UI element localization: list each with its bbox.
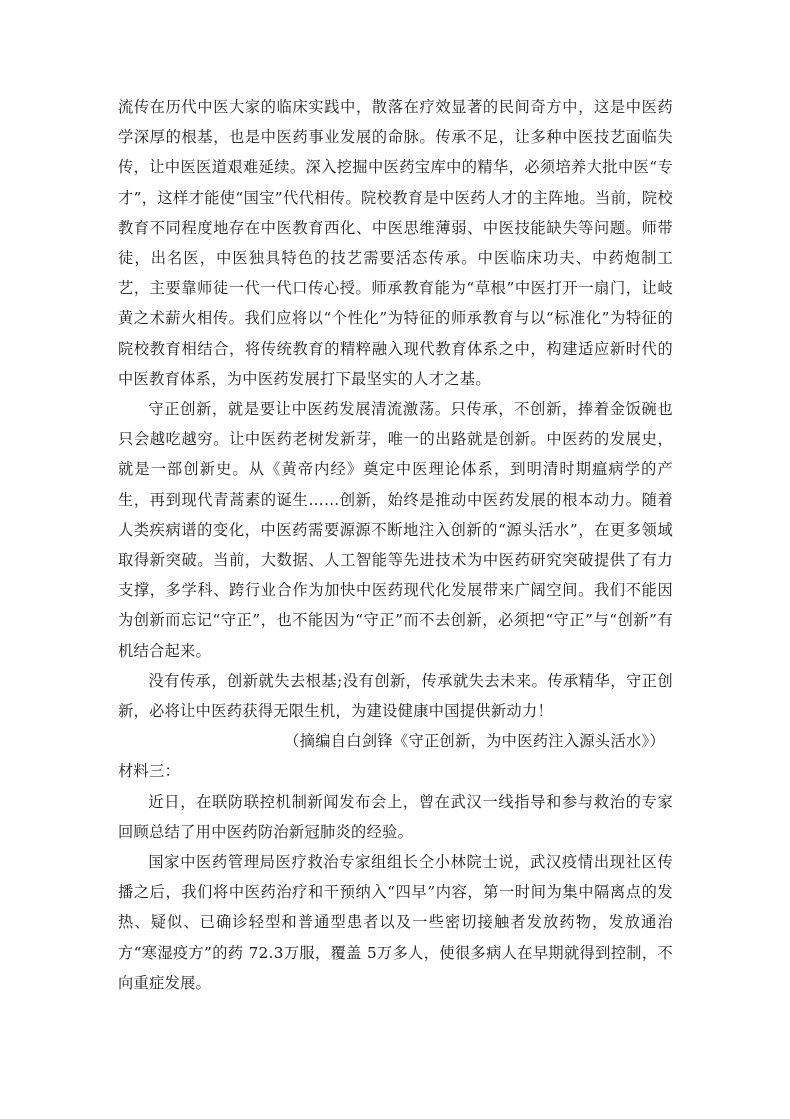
section-heading-material-three: 材料三： [118,762,181,781]
paragraph-innovation: 守正创新，就是要让中医药发展清流激荡。只传承，不创新，捧着金饭碗也只会越吃越穷。让中医药老树发新芽，唯一的出路就是创新。中医药的发展史，就是一部创新史。从《黄帝内经》奠定中医理论体系，到明清时期瘟病学的产生，再到现代青蒿素的诞生……创新，始终是推动中医药发展的根本动力。随着人类疾病谱的变化，中医药需要源源不断地注入创新的“源头活水”，在更多领域取得新突破。当前，大数据、人工智能等先进技术为中医药研究突破提供了有力支撑，多学科、跨行业合作为加快中医药现代化发展带来广阔空间。我们不能因为创新而忘记“守正”，也不能因为“守正”而不去创新，必须把“守正”与“创新”有机结合起来。 [118,400,673,660]
paragraph-expert-statement: 国家中医药管理局医疗救治专家组组长仝小林院士说，武汉疫情出现社区传播之后，我们将中医药治疗和干预纳入“四早”内容，第一时间为集中隔离点的发热、疑似、已确诊轻型和普通型患者以及一些密切接触者发放药物，发放通治方“寒湿疫方”的药 72.3万服，覆盖 5万多人，使很多病人在早期就得到控制，不向重症发展。 [118,853,673,992]
paragraph-conclusion: 没有传承，创新就失去根基;没有创新，传承就失去未来。传承精华，守正创新，必将让中医药获得无限生机，为建设健康中国提供新动力！ [118,671,673,721]
source-citation: （摘编自白剑锋《守正创新，为中医药注入源头活水》） [284,732,665,751]
paragraph-press-conference: 近日，在联防联控机制新闻发布会上，曾在武汉一线指导和参与救治的专家回顾总结了用中医药防治新冠肺炎的经验。 [118,792,673,841]
paragraph-heritage: 流传在历代中医大家的临床实践中，散落在疗效显著的民间奇方中，这是中医药学深厚的根基，也是中医药事业发展的命脉。传承不足，让多种中医技艺面临失传，让中医医道艰难延续。深入挖掘中医药宝库中的精华，必须培养大批中医“专才”，这样才能使“国宝”代代相传。院校教育是中医药人才的主阵地。当前，院校教育不同程度地存在中医教育西化、中医思维薄弱、中医技能缺失等问题。师带徒，出名医，中医独具特色的技艺需要活态传承。中医临床功夫、中药炮制工艺，主要靠师徒一代一代口传心授。师承教育能为“草根”中医打开一扇门，让岐黄之术薪火相传。我们应将以“个性化”为特征的师承教育与以“标准化”为特征的院校教育相结合，将传统教育的精粹融入现代教育体系之中，构建适应新时代的中医教育体系，为中医药发展打下最坚实的人才之基。 [118,98,673,388]
document-body [118,92,673,998]
